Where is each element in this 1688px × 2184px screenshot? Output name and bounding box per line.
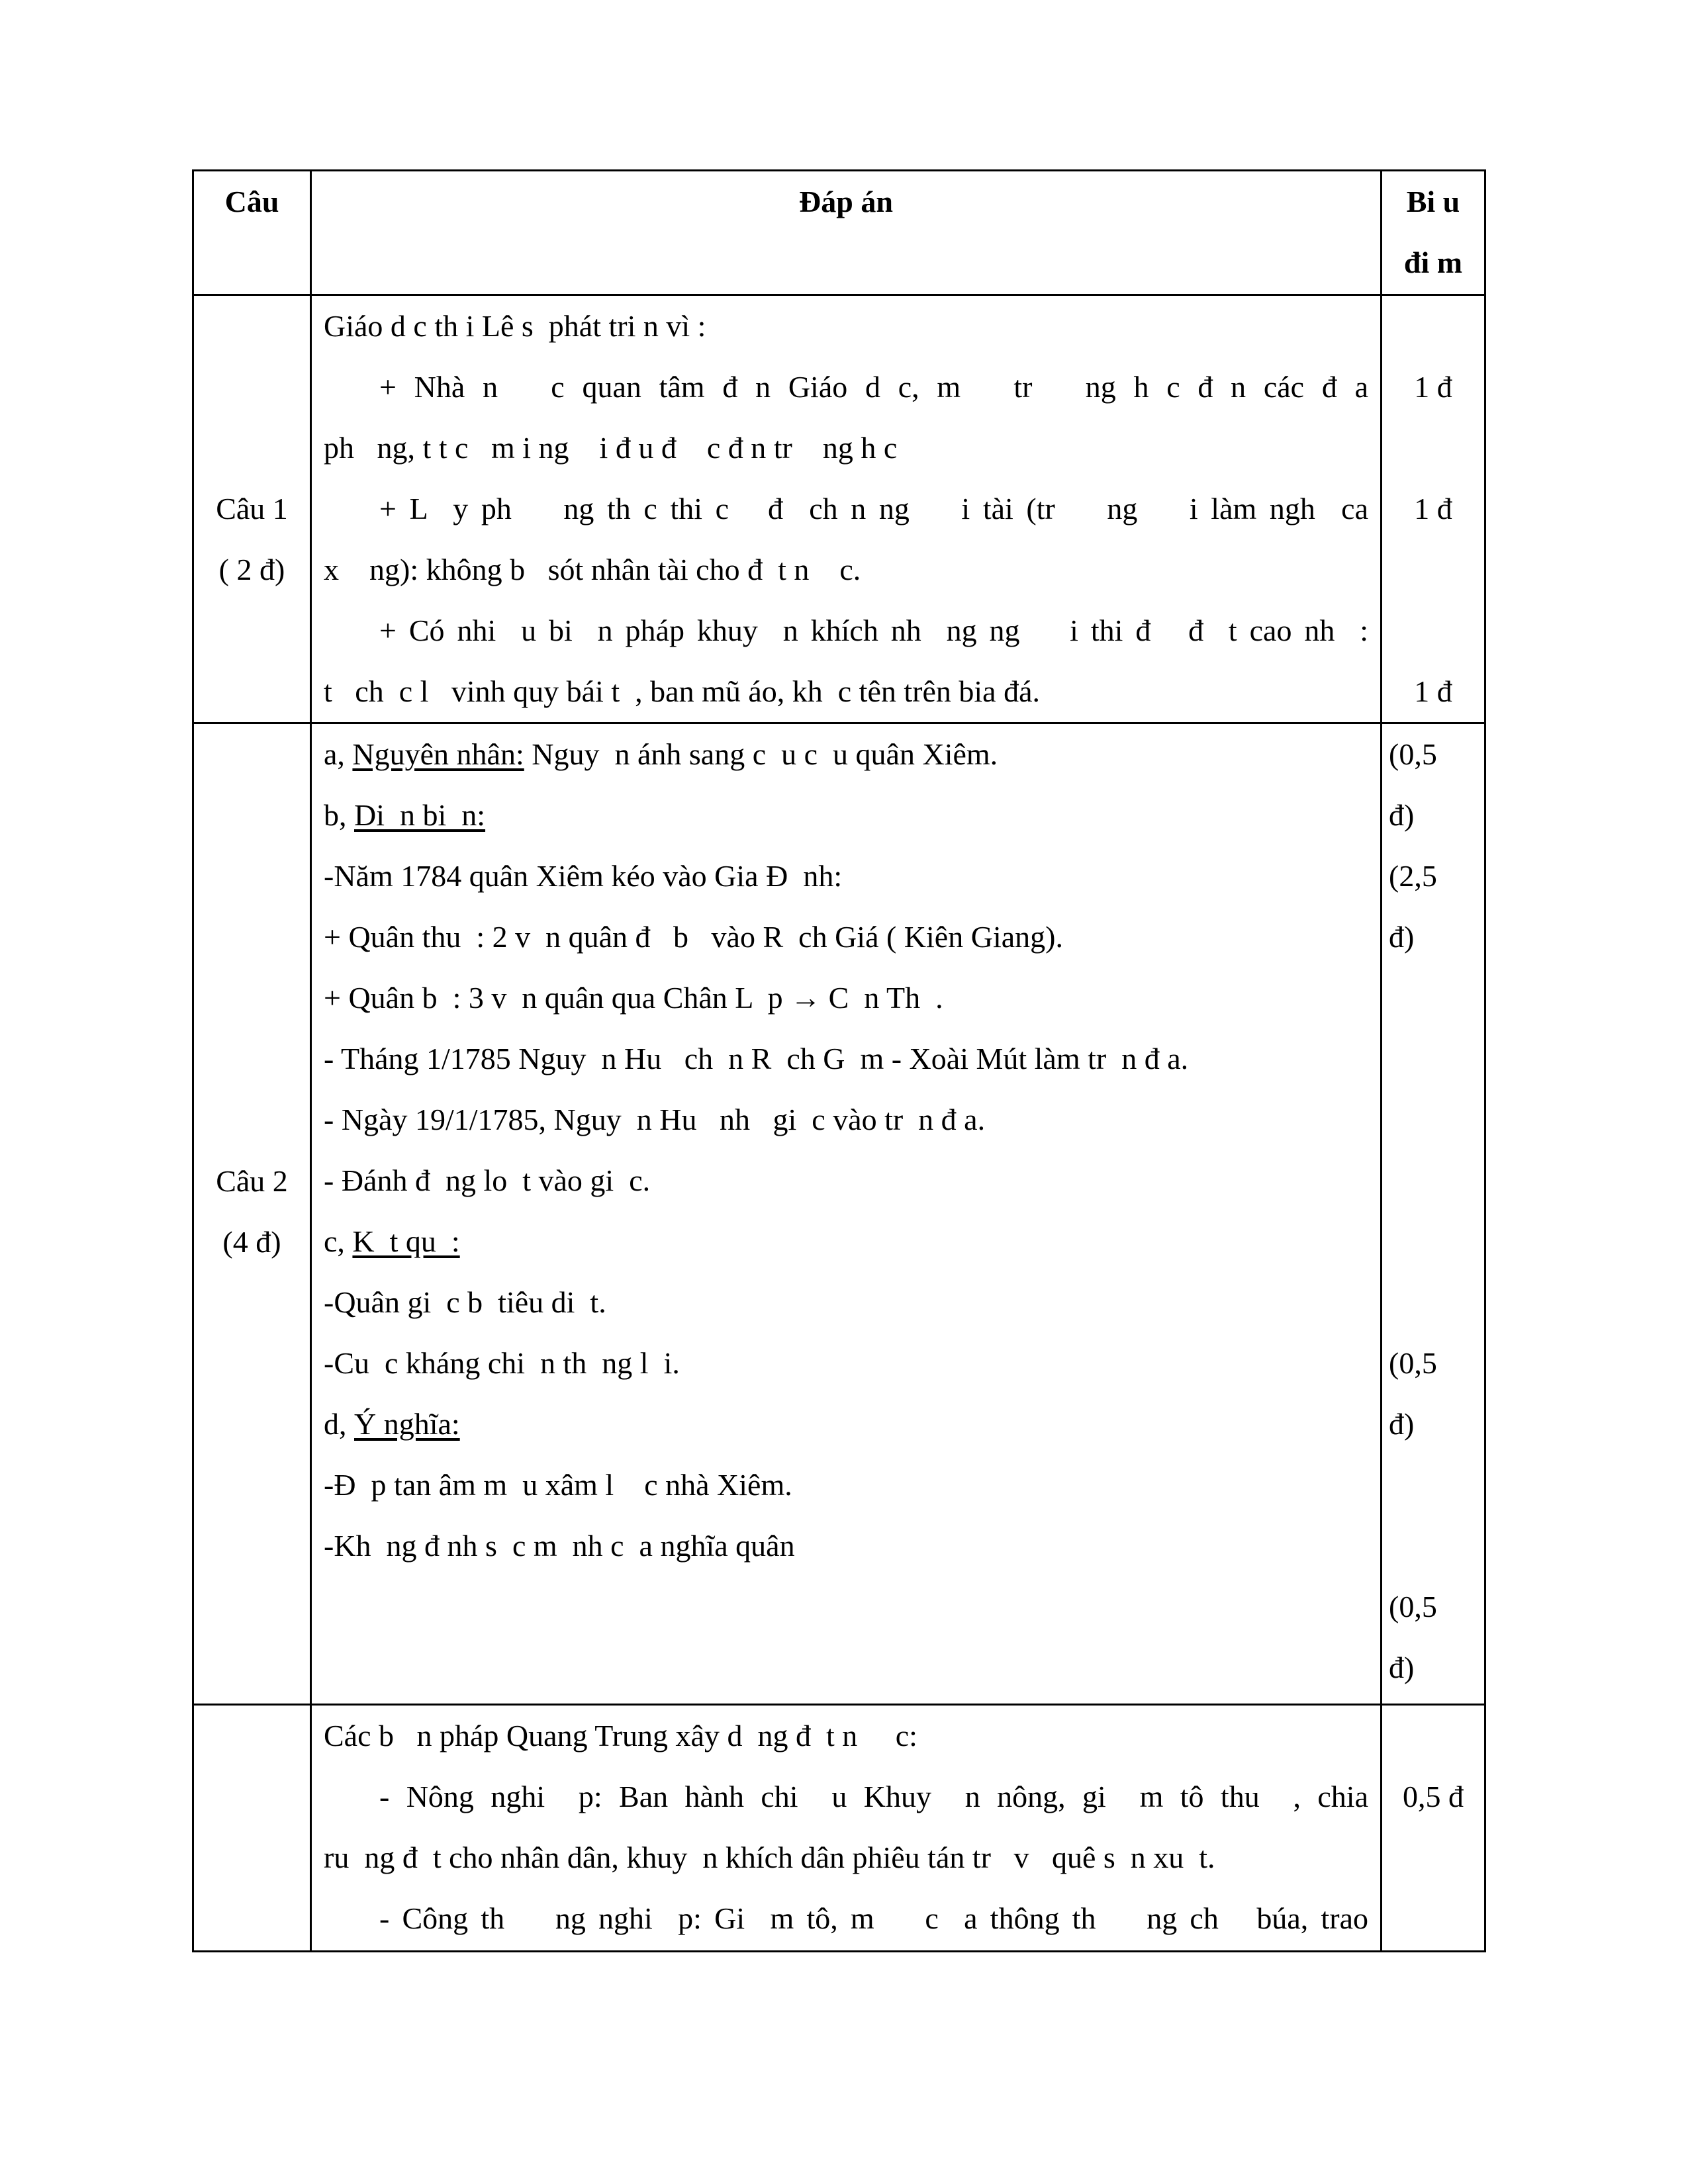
answer-line: + Có nhi u bi n pháp khuy n khích nh ng ng i thi đ đ t cao nh : xyxy=(379,614,1368,647)
table-row xyxy=(193,1705,1485,1952)
answer-line: -Kh ng đ nh s c m nh c a nghĩa quân xyxy=(324,1529,795,1563)
score-value: đ) xyxy=(1389,798,1415,832)
question-label: Câu 1 xyxy=(216,492,288,525)
score-value: 0,5 đ xyxy=(1403,1780,1464,1813)
answer-line: c, K t qu : xyxy=(324,1224,460,1258)
answer-line: b, Di n bi n: xyxy=(324,798,486,832)
score-value: (0,5 xyxy=(1389,1590,1437,1623)
question-points: (4 đ) xyxy=(222,1225,281,1259)
table-row xyxy=(193,723,1485,1705)
answer-line: d, Ý nghĩa: xyxy=(324,1407,460,1441)
score-cell xyxy=(1382,295,1485,723)
answer-line: - Ngày 19/1/1785, Nguy n Hu nh gi c vào tr n đ a. xyxy=(324,1103,986,1136)
answer-line: Các b n pháp Quang Trung xây d ng đ t n c: xyxy=(324,1719,917,1752)
header-answer: Đáp án xyxy=(311,171,1382,295)
question-cell xyxy=(193,1705,311,1952)
answer-line: - Nông nghi p: Ban hành chi u Khuy n nông, gi m tô thu , chia xyxy=(379,1780,1368,1813)
answer-cell xyxy=(311,723,1382,1705)
section-heading: Di n bi n: xyxy=(354,798,486,832)
answer-cell xyxy=(311,295,1382,723)
section-heading: Nguyên nhân: xyxy=(352,737,524,771)
score-value: (0,5 xyxy=(1389,1346,1437,1380)
score-value: đ) xyxy=(1389,920,1415,954)
question-cell xyxy=(193,295,311,723)
question-label: Câu 2 xyxy=(216,1164,288,1198)
score-value: 1 đ xyxy=(1414,492,1452,525)
answer-line: t ch c l vinh quy bái t , ban mũ áo, kh c tên trên bia đá. xyxy=(324,674,1041,708)
answer-line: + L y ph ng th c thi c đ ch n ng i tài (tr ng i làm ngh ca xyxy=(379,492,1368,525)
answer-cell xyxy=(311,1705,1382,1952)
question-points: ( 2 đ) xyxy=(218,553,285,586)
answer-line: -Đ p tan âm m u xâm l c nhà Xiêm. xyxy=(324,1468,792,1502)
answer-line: - Công th ng nghi p: Gi m tô, m c a thông th ng ch búa, trao xyxy=(379,1901,1368,1935)
score-value: 1 đ xyxy=(1414,674,1452,708)
score-value: đ) xyxy=(1389,1651,1415,1684)
answer-key-table xyxy=(192,169,1486,1952)
answer-line: a, Nguyên nhân: Nguy n ánh sang c u c u quân Xiêm. xyxy=(324,737,998,771)
answer-line: + Quân b : 3 v n quân qua Chân L p → C n Th . xyxy=(324,981,943,1015)
score-cell xyxy=(1382,1705,1485,1952)
header-score: Bi u đi m xyxy=(1382,171,1485,295)
score-value: đ) xyxy=(1389,1407,1415,1441)
answer-line: - Đánh đ ng lo t vào gi c. xyxy=(324,1163,651,1197)
score-value: 1 đ xyxy=(1414,370,1452,404)
table-row xyxy=(193,295,1485,723)
score-value: (2,5 xyxy=(1389,859,1437,893)
answer-line: -Quân gi c b tiêu di t. xyxy=(324,1285,606,1319)
answer-line: x ng): không b sót nhân tài cho đ t n c. xyxy=(324,553,861,586)
answer-line: Giáo d c th i Lê s phát tri n vì : xyxy=(324,309,706,343)
section-heading: Ý nghĩa: xyxy=(354,1407,460,1441)
answer-line: - Tháng 1/1785 Nguy n Hu ch n R ch G m - Xoài Mút làm tr n đ a. xyxy=(324,1042,1189,1075)
answer-line: + Quân thu : 2 v n quân đ b vào R ch Giá ( Kiên Giang). xyxy=(324,920,1063,954)
answer-line: -Cu c kháng chi n th ng l i. xyxy=(324,1346,680,1380)
table-header-row xyxy=(193,171,1485,295)
answer-line: -Năm 1784 quân Xiêm kéo vào Gia Đ nh: xyxy=(324,859,843,893)
section-heading: K t qu : xyxy=(352,1224,460,1258)
score-cell xyxy=(1382,723,1485,1705)
answer-line: + Nhà n c quan tâm đ n Giáo d c, m tr ng h c đ n các đ a xyxy=(379,370,1368,404)
answer-line: ph ng, t t c m i ng i đ u đ c đ n tr ng h c xyxy=(324,431,898,465)
answer-line: ru ng đ t cho nhân dân, khuy n khích dân phiêu tán tr v quê s n xu t. xyxy=(324,1841,1215,1874)
question-cell xyxy=(193,723,311,1705)
header-question: Câu xyxy=(193,171,311,295)
score-value: (0,5 xyxy=(1389,737,1437,771)
